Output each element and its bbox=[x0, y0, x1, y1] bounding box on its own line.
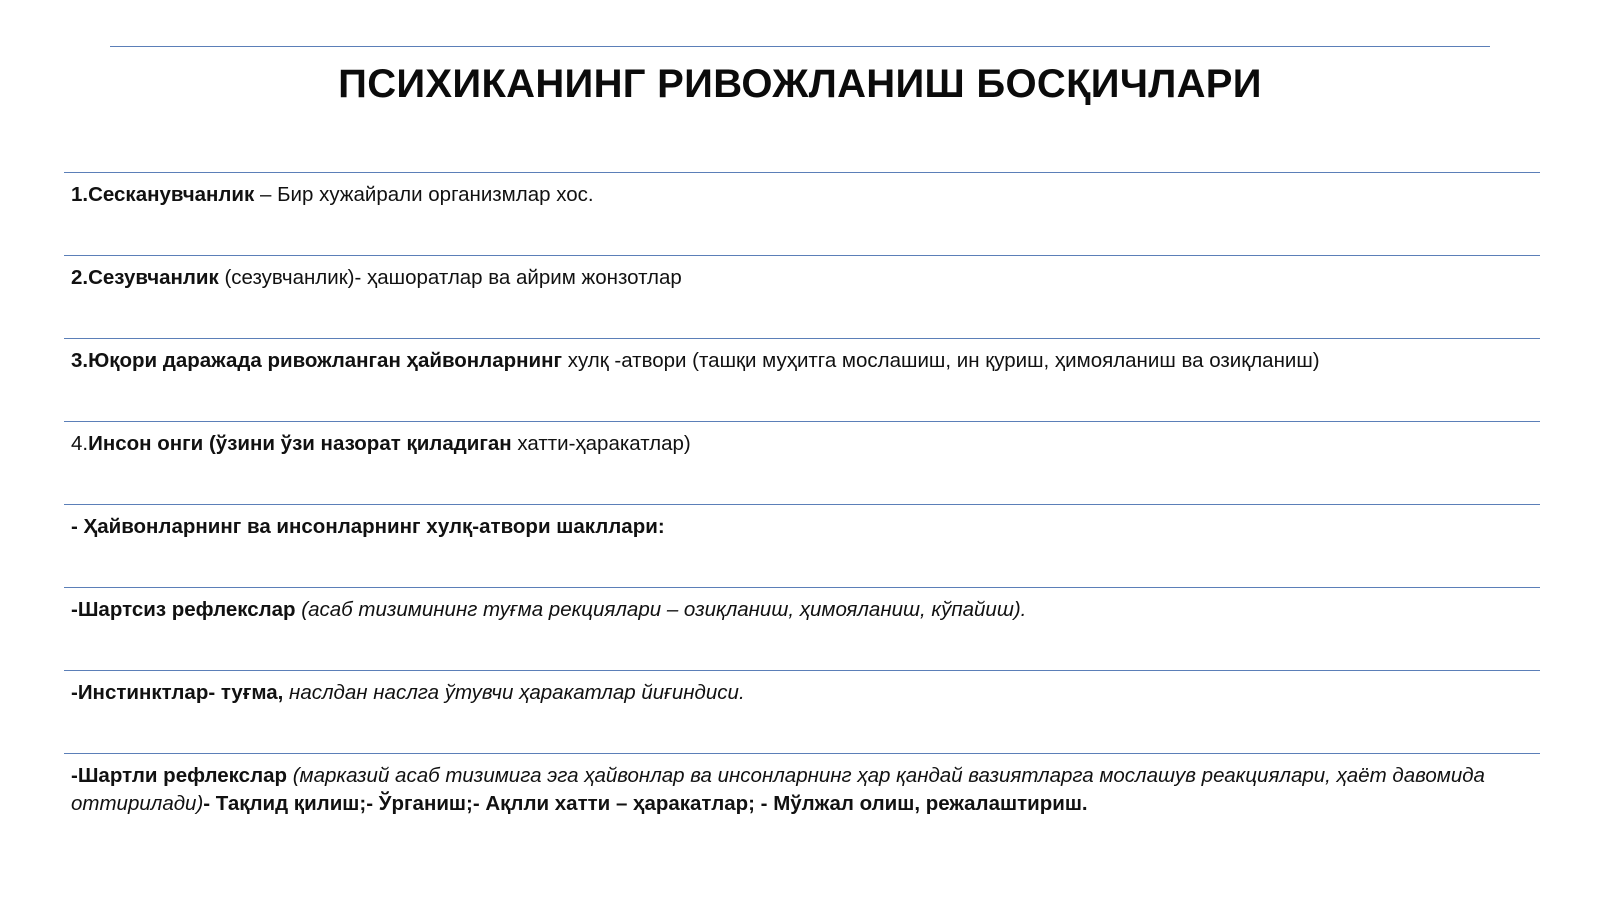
table-row-7 bbox=[64, 670, 1540, 753]
slide-title: ПСИХИКАНИНГ РИВОЖЛАНИШ БОСҚИЧЛАРИ bbox=[338, 62, 1262, 106]
row-term: -Шартсиз рефлекслар bbox=[71, 598, 296, 621]
table-row-8 bbox=[64, 753, 1540, 843]
row-description: наслдан наслга ўтувчи ҳаракатлар йиғиндиси. bbox=[283, 681, 745, 704]
row-term: Инсон онги (ўзини ўзи назорат қиладиган bbox=[88, 432, 512, 455]
table-row-2 bbox=[64, 255, 1540, 338]
row-description: хатти-ҳаракатлар) bbox=[511, 432, 691, 455]
row-term: 1.Сесканувчанлик bbox=[71, 183, 255, 206]
stages-table bbox=[64, 172, 1540, 843]
row-term: 3.Юқори даражада ривожланган ҳайвонларнинг bbox=[71, 349, 563, 372]
row-description: хулқ -атвори (ташқи муҳитга мослашиш, ин қуриш, ҳимояланиш ва озиқланиш) bbox=[562, 349, 1320, 372]
row-term: -Шартли рефлекслар bbox=[71, 764, 288, 787]
row-description: (асаб тизимининг туғма рекциялари – озиқланиш, ҳимояланиш, кўпайиш). bbox=[295, 598, 1027, 621]
row-description: (сезувчанлик)- ҳашоратлар ва айрим жонзотлар bbox=[218, 266, 682, 289]
row-examples: - Тақлид қилиш;- Ўрганиш;- Ақлли хатти – ҳаракатлар; - Мўлжал олиш, режалаштириш. bbox=[203, 792, 1088, 815]
table-row-5 bbox=[64, 504, 1540, 587]
table-row-3 bbox=[64, 338, 1540, 421]
row-description: – Бир хужайрали организмлар хос. bbox=[254, 183, 594, 206]
table-row-1 bbox=[64, 172, 1540, 255]
table-row-4 bbox=[64, 421, 1540, 504]
row-number: 4. bbox=[71, 432, 89, 455]
row-term: -Инстинктлар- туғма, bbox=[71, 681, 284, 704]
table-row-6 bbox=[64, 587, 1540, 670]
row-description: (марказий асаб тизимига эга ҳайвонлар ва инсонларнинг ҳар қандай вазиятларга мослашув реакциялари, ҳаёт давомида оттирилади) bbox=[71, 764, 1485, 815]
row-heading: - Ҳайвонларнинг ва инсонларнинг хулқ-атвори шакллари: bbox=[71, 515, 665, 538]
row-term: 2.Сезувчанлик bbox=[71, 266, 219, 289]
top-divider bbox=[110, 46, 1490, 47]
